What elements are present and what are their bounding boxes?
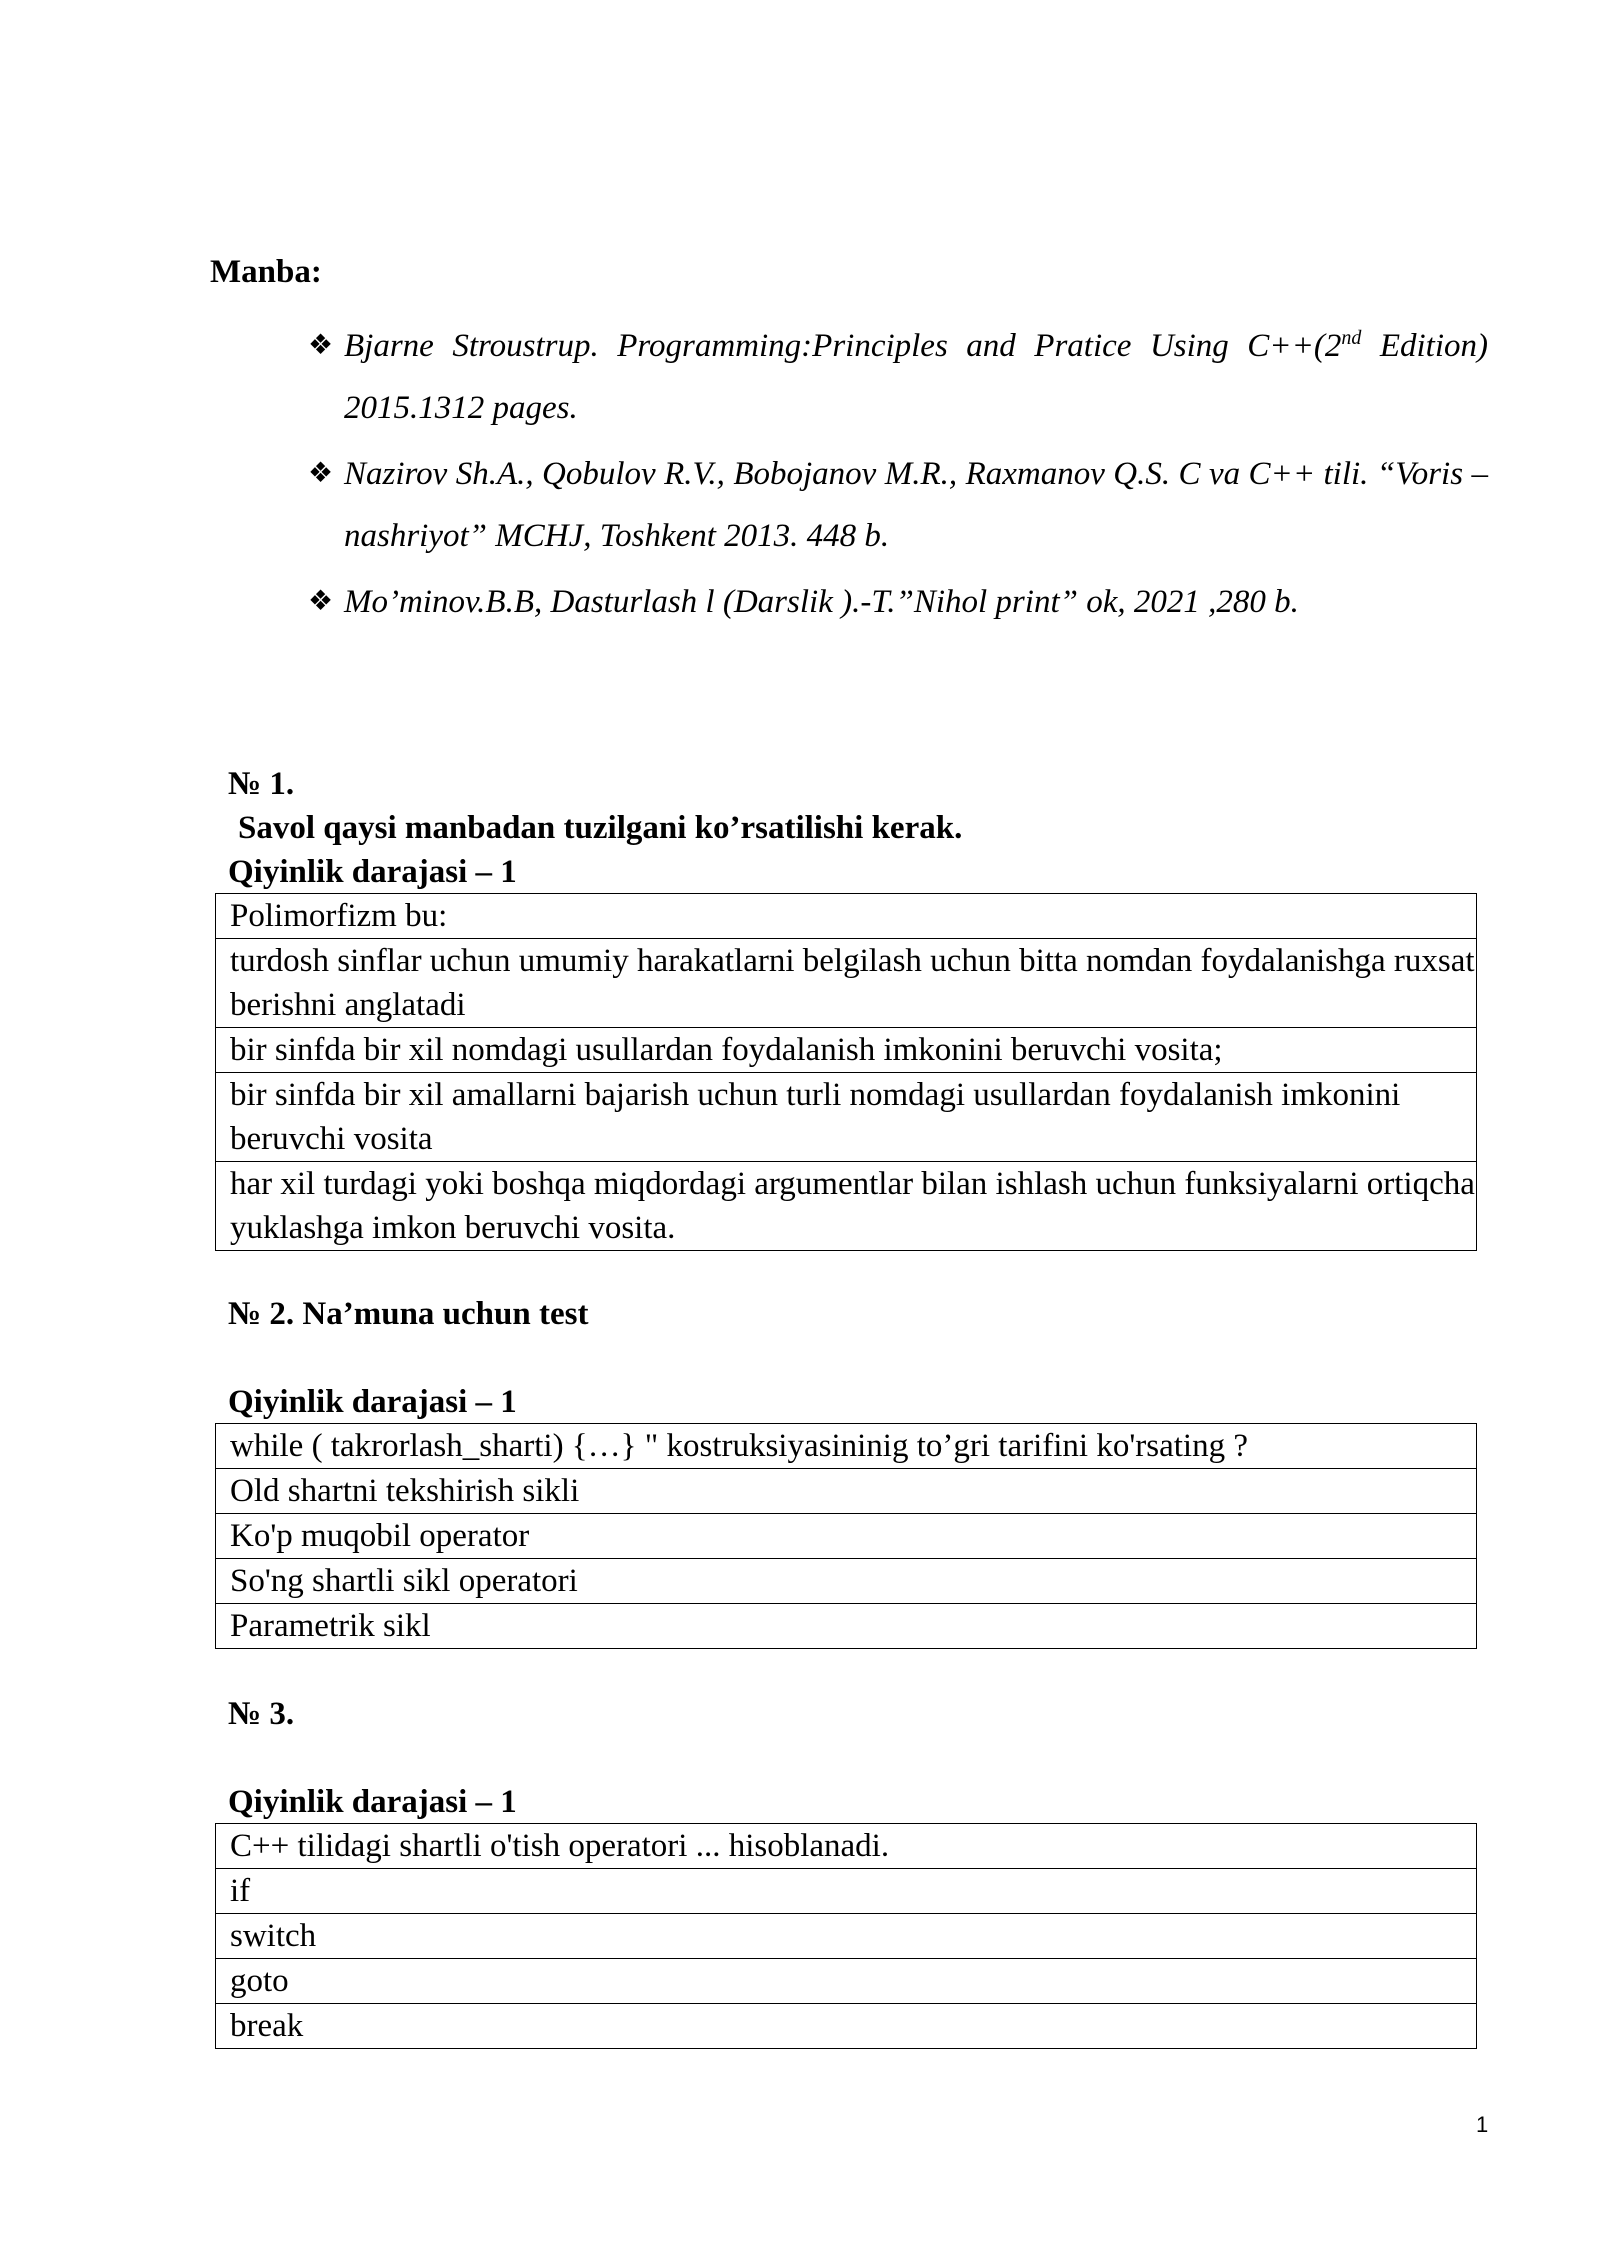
answer-option: bir sinfda bir xil amallarni bajarish uchun turli nomdagi usullardan foydalanish imkonini beruvchi vosita xyxy=(216,1073,1477,1162)
answer-option: har xil turdagi yoki boshqa miqdordagi argumentlar bilan ishlash uchun funksiyalarni ortiqcha yuklashga imkon beruvchi vosita. xyxy=(216,1162,1477,1251)
table-row xyxy=(216,1604,1477,1649)
table-row xyxy=(216,1028,1477,1073)
answer-option: Old shartni tekshirish sikli xyxy=(216,1469,1477,1514)
source-item xyxy=(308,571,1488,633)
answer-option: switch xyxy=(216,1914,1477,1959)
sources-heading: Manba: xyxy=(210,254,322,290)
answer-option: turdosh sinflar uchun umumiy harakatlarni belgilash uchun bitta nomdan foydalanishga ruxsat berishni anglatadi xyxy=(216,939,1477,1028)
source-superscript: nd xyxy=(1341,327,1362,349)
source-item xyxy=(308,315,1488,439)
table-row xyxy=(216,1073,1477,1162)
sources-list xyxy=(308,315,1488,637)
table-row xyxy=(216,939,1477,1028)
question-2-table xyxy=(215,1423,1477,1649)
source-text-tail: Edition) 2015.1312 pages. xyxy=(344,328,1489,426)
question-number: № 2. Na’muna uchun test xyxy=(228,1296,589,1332)
question-2-header xyxy=(228,1292,1478,1424)
table-row xyxy=(216,2004,1477,2049)
answer-option: if xyxy=(216,1869,1477,1914)
table-row xyxy=(216,1959,1477,2004)
table-row xyxy=(216,1824,1477,1869)
table-row xyxy=(216,1162,1477,1251)
difficulty-level: Qiyinlik darajasi – 1 xyxy=(228,1384,517,1420)
question-3-table xyxy=(215,1823,1477,2049)
source-item xyxy=(308,443,1488,567)
source-text: Nazirov Sh.A., Qobulov R.V., Bobojanov M.R., Raxmanov Q.S. C va C++ tili. “Voris – nashriyot” MCHJ, Toshkent 2013. 448 b. xyxy=(344,456,1488,554)
page-number: 1 xyxy=(1476,2112,1489,2137)
table-row xyxy=(216,1914,1477,1959)
table-row xyxy=(216,1424,1477,1469)
diamond-bullet-icon: ❖ xyxy=(308,458,334,489)
answer-option: goto xyxy=(216,1959,1477,2004)
table-row xyxy=(216,1869,1477,1914)
diamond-bullet-icon: ❖ xyxy=(308,586,334,617)
difficulty-level: Qiyinlik darajasi – 1 xyxy=(228,854,517,890)
answer-option: So'ng shartli sikl operatori xyxy=(216,1559,1477,1604)
table-row xyxy=(216,894,1477,939)
table-row xyxy=(216,1469,1477,1514)
diamond-bullet-icon: ❖ xyxy=(308,330,334,361)
source-text: Bjarne Stroustrup. Programming:Principles and Pratice Using C++(2 xyxy=(344,328,1342,364)
question-number: № 3. xyxy=(228,1696,295,1732)
question-3-header xyxy=(228,1692,1478,1824)
answer-option: Parametrik sikl xyxy=(216,1604,1477,1649)
table-row xyxy=(216,1514,1477,1559)
answer-option: Ko'p muqobil operator xyxy=(216,1514,1477,1559)
difficulty-level: Qiyinlik darajasi – 1 xyxy=(228,1784,517,1820)
source-text: Mo’minov.B.B, Dasturlash l (Darslik ).-T.”Nihol print” ok, 2021 ,280 b. xyxy=(344,584,1299,620)
answer-option: break xyxy=(216,2004,1477,2049)
question-text: C++ tilidagi shartli o'tish operatori ... hisoblanadi. xyxy=(216,1824,1477,1869)
question-subtitle: Savol qaysi manbadan tuzilgani ko’rsatilishi kerak. xyxy=(238,810,963,846)
question-1-table xyxy=(215,893,1477,1251)
question-text: Polimorfizm bu: xyxy=(216,894,1477,939)
question-1-header xyxy=(228,762,1478,894)
table-row xyxy=(216,1559,1477,1604)
question-text: while ( takrorlash_sharti) {…} " kostruksiyasininig to’gri tarifini ko'rsating ? xyxy=(216,1424,1477,1469)
answer-option: bir sinfda bir xil nomdagi usullardan foydalanish imkonini beruvchi vosita; xyxy=(216,1028,1477,1073)
question-number: № 1. xyxy=(228,766,295,802)
